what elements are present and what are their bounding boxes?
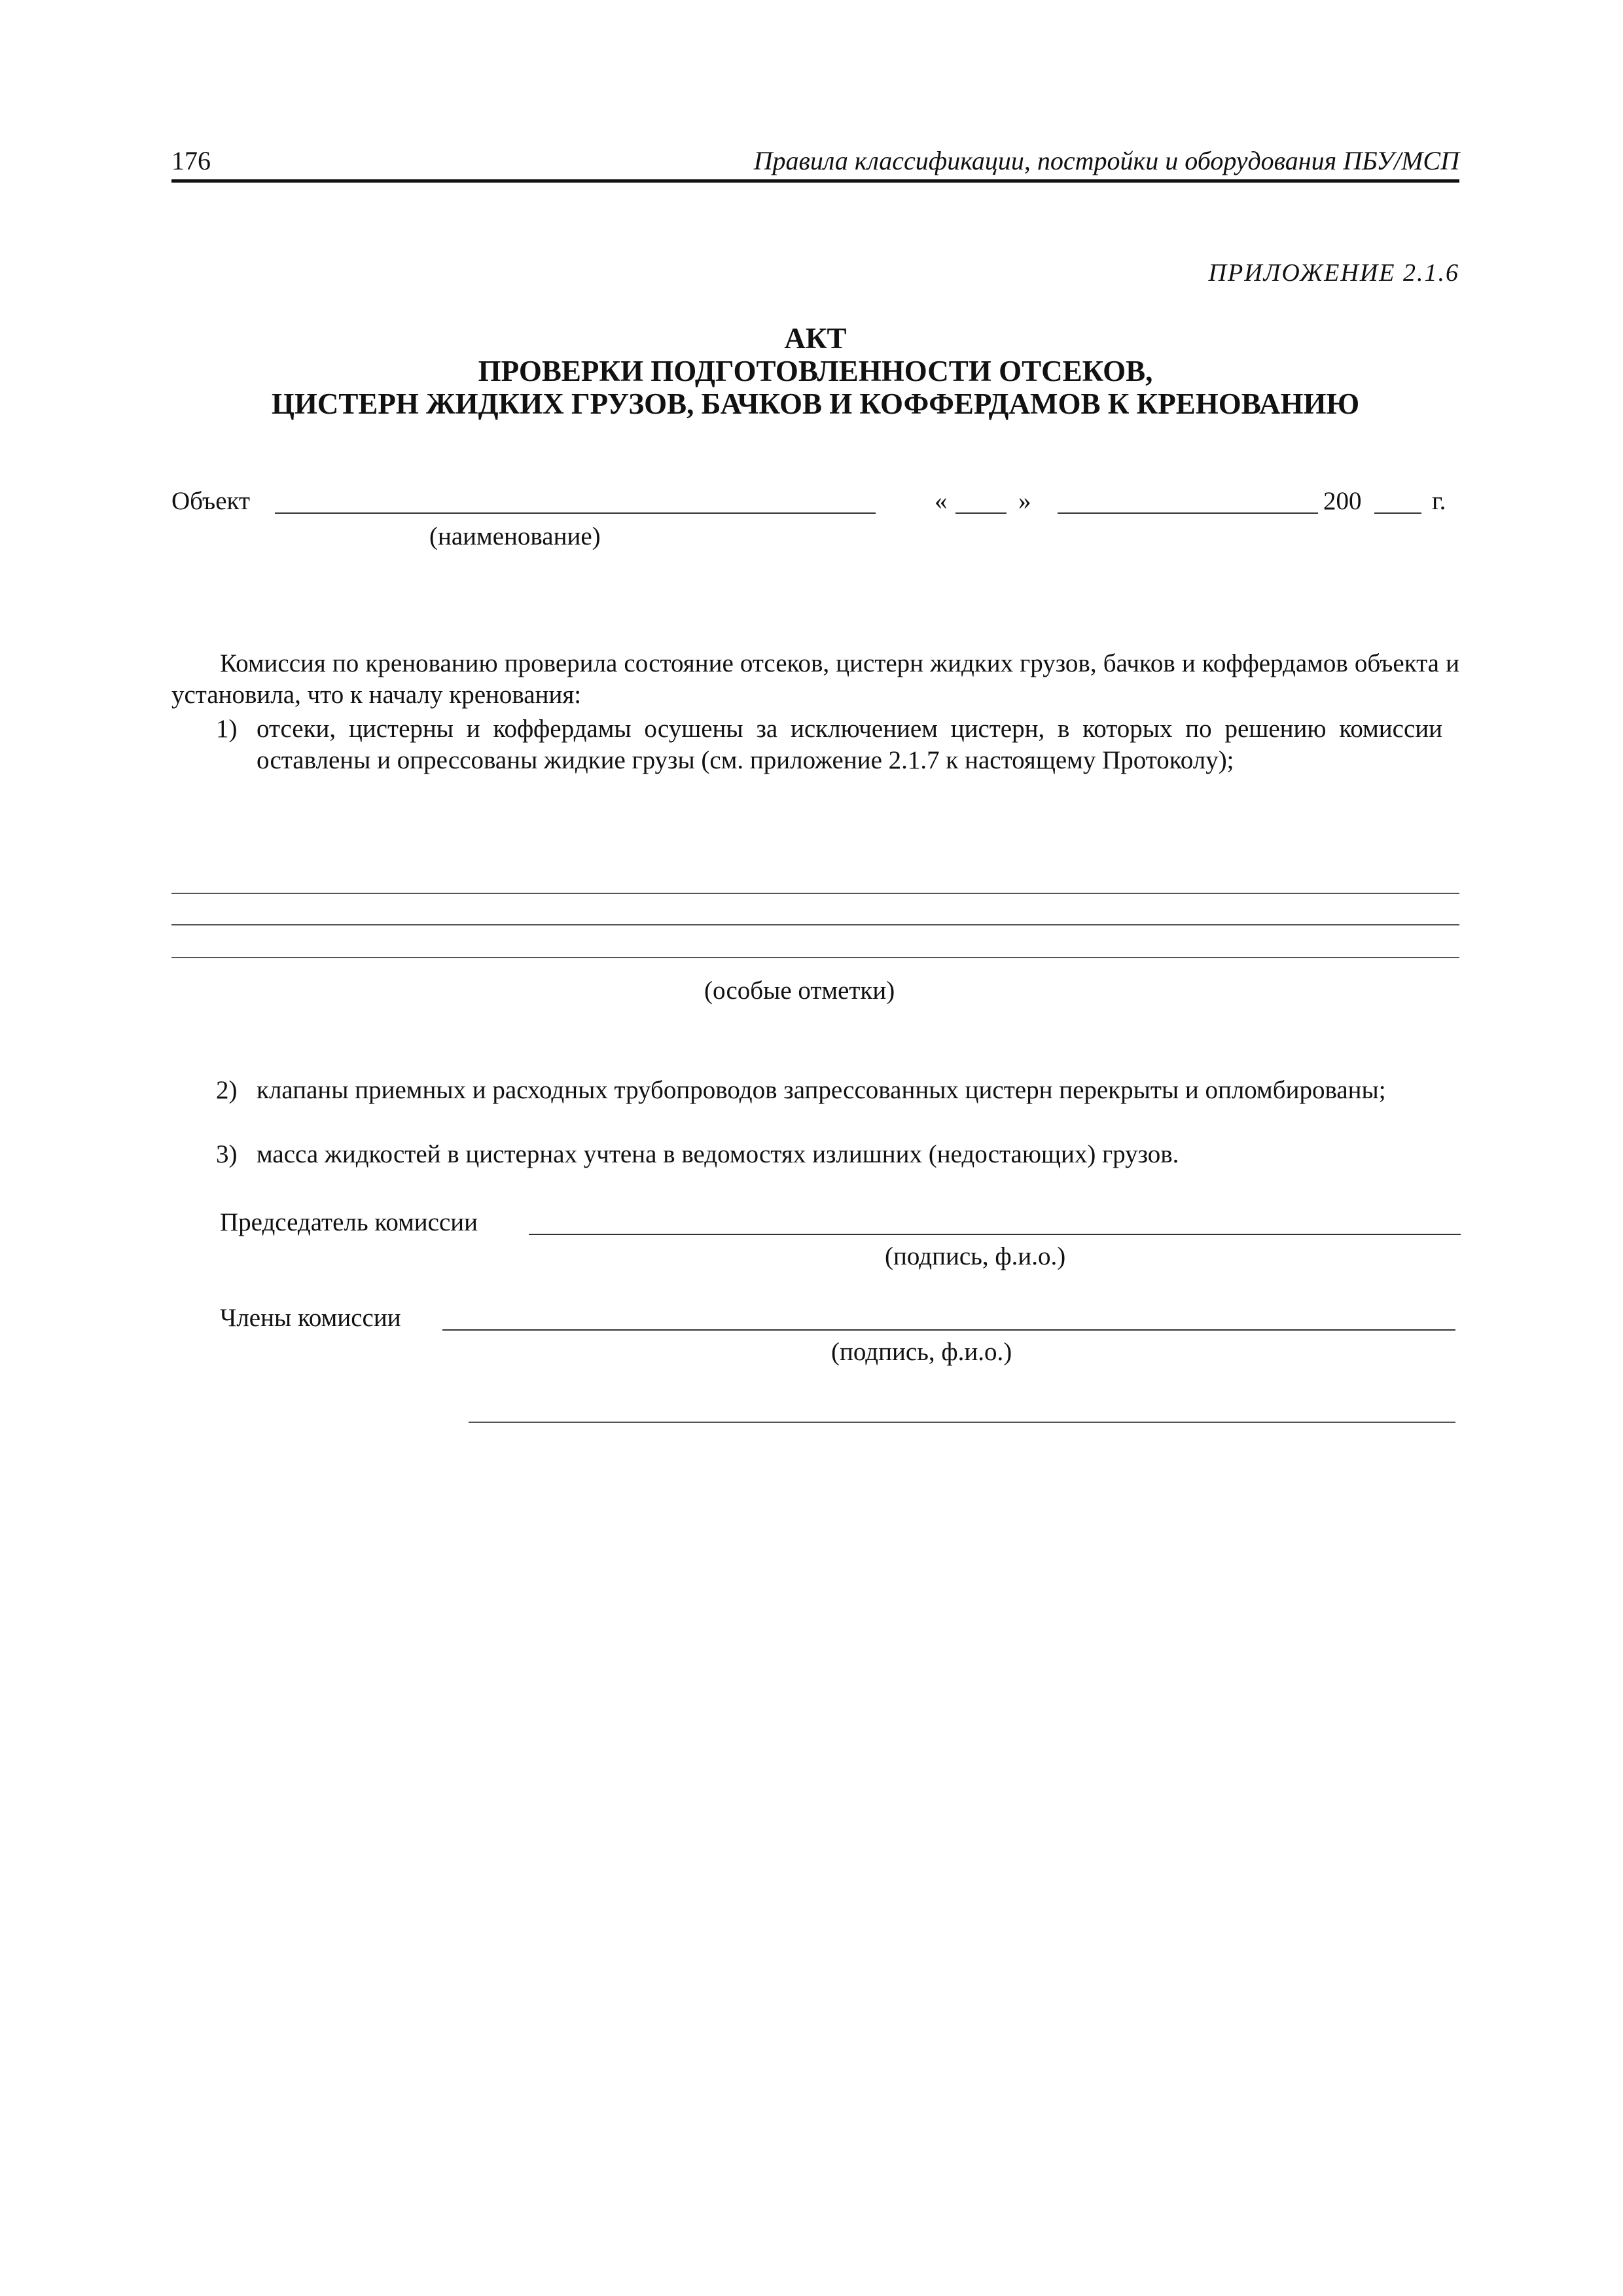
list-item-number: 2) — [216, 1076, 238, 1104]
quote-close: » — [1018, 487, 1031, 515]
list-item-3 — [216, 1139, 1442, 1172]
year-suffix: г. — [1432, 487, 1446, 515]
members-signature-caption: (подпись, ф.и.о.) — [831, 1338, 1012, 1366]
intro-paragraph: Комиссия по кренованию проверила состояние отсеков, цистерн жидких грузов, бачков и коффердамов объекта и установила, что к началу кренования: — [171, 649, 1459, 709]
running-title: Правила классификации, постройки и оборудования ПБУ/МСП — [753, 146, 1459, 175]
chairman-label: Председатель комиссии — [220, 1208, 478, 1236]
title-line-2: ПРОВЕРКИ ПОДГОТОВЛЕННОСТИ ОТСЕКОВ, — [478, 355, 1153, 387]
document-title — [171, 322, 1459, 420]
year-blank[interactable] — [1374, 512, 1421, 514]
list-item-text: отсеки, цистерны и коффердамы осушены за исключением цистерн, в которых по решению комиссии оставлены и опрессованы жидкие грузы (см. приложение 2.1.7 к настоящему Протоколу); — [257, 715, 1442, 774]
object-name-caption: (наименование) — [429, 522, 601, 550]
list-item-1 — [216, 713, 1442, 818]
list-item-2 — [216, 1075, 1442, 1140]
list-item-number: 1) — [216, 715, 238, 743]
special-notes-line-3[interactable] — [171, 957, 1459, 958]
members-signature-line-2[interactable] — [469, 1422, 1455, 1423]
list-item-number: 3) — [216, 1140, 238, 1168]
year-prefix: 200 — [1323, 487, 1362, 515]
members-signature-line-1[interactable] — [442, 1329, 1455, 1331]
special-notes-line-1[interactable] — [171, 893, 1459, 894]
object-label: Объект — [171, 487, 250, 515]
object-name-blank[interactable] — [275, 512, 876, 514]
chairman-signature-line[interactable] — [529, 1234, 1461, 1235]
appendix-label: ПРИЛОЖЕНИЕ 2.1.6 — [1208, 259, 1459, 287]
list-item-text: масса жидкостей в цистернах учтена в ведомостях излишних (недостающих) грузов. — [257, 1140, 1179, 1168]
quote-open: « — [935, 487, 948, 515]
title-line-1: АКТ — [784, 322, 847, 355]
header-rule — [171, 179, 1459, 183]
chairman-signature-caption: (подпись, ф.и.о.) — [885, 1242, 1066, 1270]
members-label: Члены комиссии — [220, 1304, 401, 1332]
list-item-text: клапаны приемных и расходных трубопроводов запрессованных цистерн перекрыты и опломбированы; — [257, 1076, 1386, 1104]
page-number: 176 — [171, 146, 211, 175]
special-notes-line-2[interactable] — [171, 924, 1459, 925]
day-blank[interactable] — [955, 512, 1007, 514]
month-blank[interactable] — [1058, 512, 1318, 514]
special-notes-caption: (особые отметки) — [704, 977, 895, 1005]
title-line-3: ЦИСТЕРН ЖИДКИХ ГРУЗОВ, БАЧКОВ И КОФФЕРДАМОВ К КРЕНОВАНИЮ — [271, 387, 1360, 420]
